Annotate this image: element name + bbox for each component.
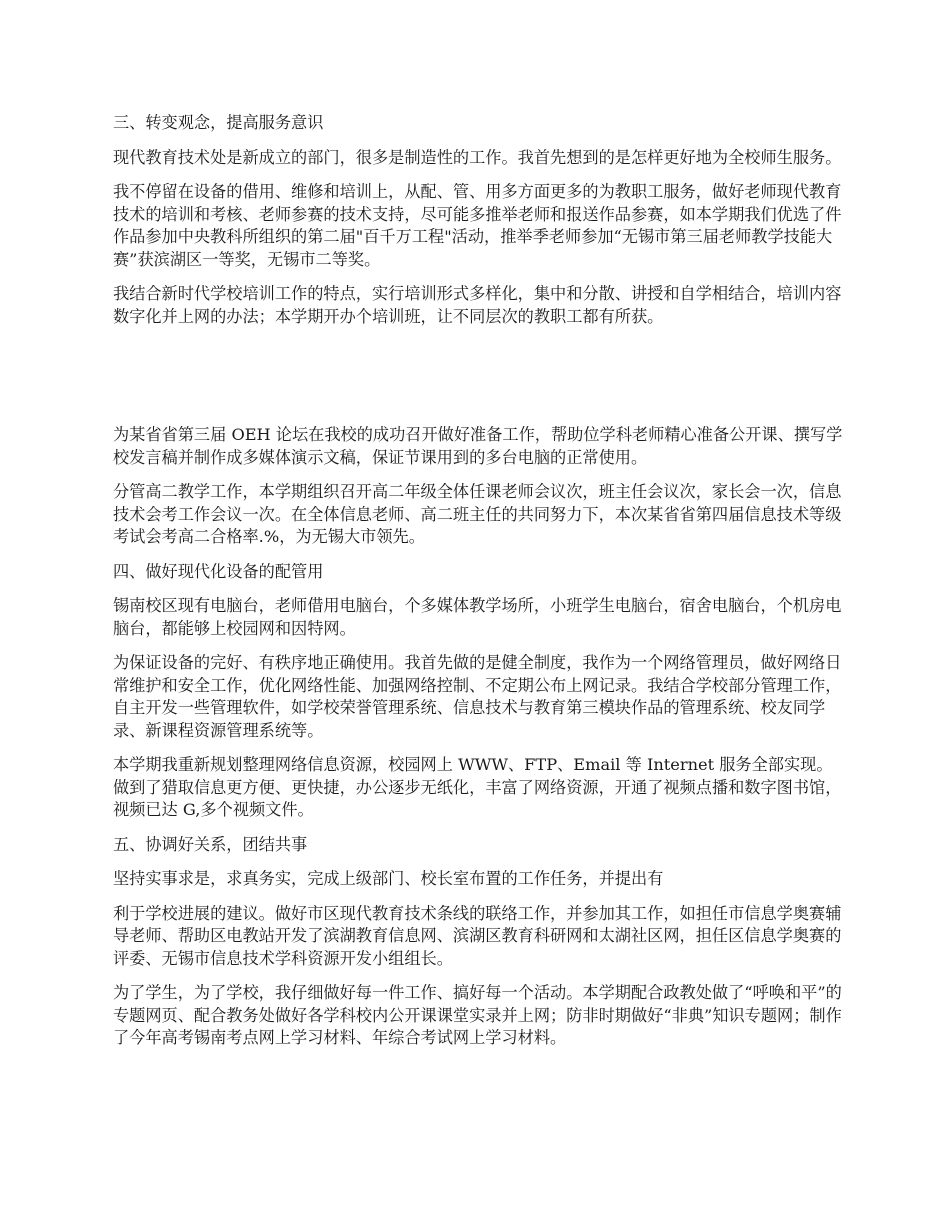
paragraph: 为了学生，为了学校，我仔细做好每一件工作、搞好每一个活动。本学期配合政教处做了“呼唤和平”的专题网页、配合教务处做好各学科校内公开课课堂实录并上网；防非时期做好“非典”知识专题网；制作了今年高考锡南考点网上学习材料、年综合考试网上学习材料。 <box>113 983 842 1047</box>
paragraph: 坚持实事求是，求真务实，完成上级部门、校长室布置的工作任务，并提出有 <box>113 869 664 888</box>
paragraph: 为某省省第三届 OEH 论坛在我校的成功召开做好准备工作，帮助位学科老师精心准备公开课、撰写学校发言稿并制作成多媒体演示文稿，保证节课用到的多台电脑的正常使用。 <box>113 425 843 467</box>
section-heading-3: 三、转变观念，提高服务意识 <box>113 113 324 132</box>
paragraph: 锡南校区现有电脑台，老师借用电脑台，个多媒体教学场所，小班学生电脑台，宿舍电脑台，个机房电脑台，都能够上校园网和因特网。 <box>113 596 842 638</box>
paragraph: 我不停留在设备的借用、维修和培训上，从配、管、用多方面更多的为教职工服务，做好老师现代教育技术的培训和考核、老师参赛的技术支持，尽可能多推举老师和报送作品参赛，如本学期我们优选了件作品参加中央教科所组织的第二届"百千万工程"活动，推举季老师参加“无锡市第三届老师教学技能大赛”获滨湖区一等奖，无锡市二等奖。 <box>113 182 842 269</box>
section-heading-4: 四、做好现代化设备的配管用 <box>113 561 324 581</box>
paragraph: 我结合新时代学校培训工作的特点，实行培训形式多样化，集中和分散、讲授和自学相结合，培训内容数字化并上网的办法；本学期开办个培训班，让不同层次的教职工都有所获。 <box>113 284 842 326</box>
paragraph: 利于学校进展的建议。做好市区现代教育技术条线的联络工作，并参加其工作，如担任市信息学奥赛辅导老师、帮助区电教站开发了滨湖教育信息网、滨湖区教育科研网和太湖社区网，担任区信息学奥赛的评委、无锡市信息技术学科资源开发小组组长。 <box>113 903 842 968</box>
blank-gap <box>113 340 843 424</box>
section-heading-5: 五、协调好关系，团结共事 <box>113 834 308 854</box>
paragraph: 现代教育技术处是新成立的部门，很多是制造性的工作。我首先想到的是怎样更好地为全校师生服务。 <box>113 147 842 167</box>
paragraph: 分管高二教学工作，本学期组织召开高二年级全体任课老师会议次，班主任会议次，家长会一次，信息技术会考工作会议一次。在全体信息老师、高二班主任的共同努力下，本次某省省第四届信息技术等级考试会考高二合格率.%，为无锡大市领先。 <box>113 482 842 546</box>
paragraph: 为保证设备的完好、有秩序地正确使用。我首先做的是健全制度，我作为一个网络管理员，做好网络日常维护和安全工作，优化网络性能、加强网络控制、不定期公布上网记录。我结合学校部分管理工作，自主开发一些管理软件，如学校荣誉管理系统、信息技术与教育第三模块作品的管理系统、校友同学录、新课程资源管理系统等。 <box>113 653 842 740</box>
paragraph: 本学期我重新规划整理网络信息资源，校园网上 WWW、FTP、Email 等 Internet 服务全部实现。做到了猎取信息更方便、更快捷，办公逐步无纸化，丰富了网络资源，开通了视频点播和数字图书馆，视频已达 G,多个视频文件。 <box>113 755 842 819</box>
document-page <box>113 112 843 1062</box>
